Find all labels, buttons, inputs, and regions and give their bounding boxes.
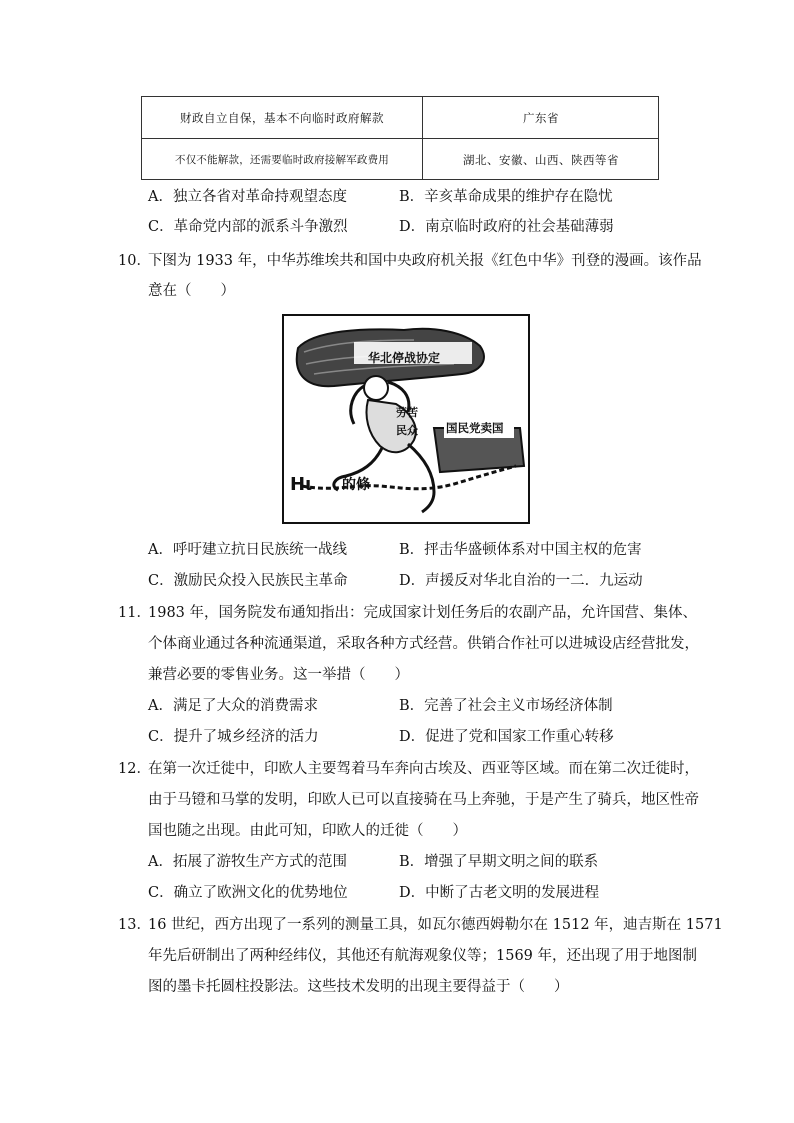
cartoon-image <box>282 314 530 524</box>
q9-option-a[interactable]: A．独立各省对革命持观望态度 <box>148 189 347 205</box>
table-cell: 湖北、安徽、山西、陕西等省 <box>463 153 619 167</box>
question-text: 兼营必要的零售业务。这一举措（ ） <box>148 667 409 683</box>
cartoon-label-body: 劳苦 <box>396 406 418 419</box>
cartoon-label-right: 国民党卖国 <box>446 421 504 435</box>
q12-option-d[interactable]: D．中断了古老文明的发展进程 <box>399 885 600 901</box>
question-number: 11． <box>118 605 151 621</box>
question-text: 图的墨卡托圆柱投影法。这些技术发明的出现主要得益于（ ） <box>148 979 569 995</box>
cartoon-label-top: 华北停战协定 <box>368 351 441 365</box>
q11-option-b[interactable]: B．完善了社会主义市场经济体制 <box>399 698 613 714</box>
q12-option-c[interactable]: C．确立了欧洲文化的优势地位 <box>148 885 348 901</box>
question-number: 10． <box>118 253 151 269</box>
table-row-divider <box>142 138 658 139</box>
q10-option-c[interactable]: C．激励民众投入民族民主革命 <box>148 573 348 589</box>
question-text: 16 世纪，西方出现了一系列的测量工具，如瓦尔德西姆勒尔在 1512 年，迪吉斯在 1571 <box>148 917 723 933</box>
question-text: 下图为 1933 年，中华苏维埃共和国中央政府机关报《红色中华》刊登的漫画。该作品 <box>148 253 702 269</box>
cartoon-label-rope: 的條 <box>342 477 370 493</box>
question-number: 12． <box>118 761 151 777</box>
question-text: 国也随之出现。由此可知，印欧人的迁徙（ ） <box>148 823 467 839</box>
q10-option-a[interactable]: A．呼吁建立抗日民族统一战线 <box>148 542 347 558</box>
q11-option-c[interactable]: C．提升了城乡经济的活力 <box>148 729 319 745</box>
q9-option-d[interactable]: D．南京临时政府的社会基础薄弱 <box>399 219 614 235</box>
question-number: 13． <box>118 917 151 933</box>
q10-option-b[interactable]: B．抨击华盛顿体系对中国主权的危害 <box>399 542 642 558</box>
question-text: 年先后研制出了两种经纬仪，其他还有航海观象仪等；1569 年，还出现了用于地图制 <box>148 948 698 964</box>
table-cell: 财政自立自保，基本不向临时政府解款 <box>180 111 384 125</box>
cartoon-label-left: Hι <box>290 474 313 495</box>
q9-option-c[interactable]: C．革命党内部的派系斗争激烈 <box>148 219 348 235</box>
question-text: 在第一次迁徙中，印欧人主要驾着马车奔向古埃及、西亚等区域。而在第二次迁徙时， <box>148 761 699 777</box>
q11-option-a[interactable]: A．满足了大众的消费需求 <box>148 698 318 714</box>
question-text: 意在（ ） <box>148 283 235 299</box>
figure-head-shape <box>364 376 388 400</box>
question-9-table <box>141 96 659 180</box>
q12-option-a[interactable]: A．拓展了游牧生产方式的范围 <box>148 854 347 870</box>
question-text: 1983 年，国务院发布通知指出：完成国家计划任务后的农副产品，允许国营、集体、 <box>148 605 698 621</box>
q12-option-b[interactable]: B．增强了早期文明之间的联系 <box>399 854 599 870</box>
cartoon-label-body: 民众 <box>396 424 418 437</box>
q11-option-d[interactable]: D．促进了党和国家工作重心转移 <box>399 729 614 745</box>
table-cell: 不仅不能解款，还需要临时政府接解军政费用 <box>175 154 389 166</box>
table-cell: 广东省 <box>523 111 559 125</box>
question-text: 由于马镫和马掌的发明，印欧人已可以直接骑在马上奔驰，于是产生了骑兵，地区性帝 <box>148 792 699 808</box>
q10-option-d[interactable]: D．声援反对华北自治的一二．九运动 <box>399 573 643 589</box>
q9-option-b[interactable]: B．辛亥革命成果的维护存在隐忧 <box>399 189 613 205</box>
question-text: 个体商业通过各种流通渠道，采取各种方式经营。供销合作社可以进城设店经营批发， <box>148 636 699 652</box>
